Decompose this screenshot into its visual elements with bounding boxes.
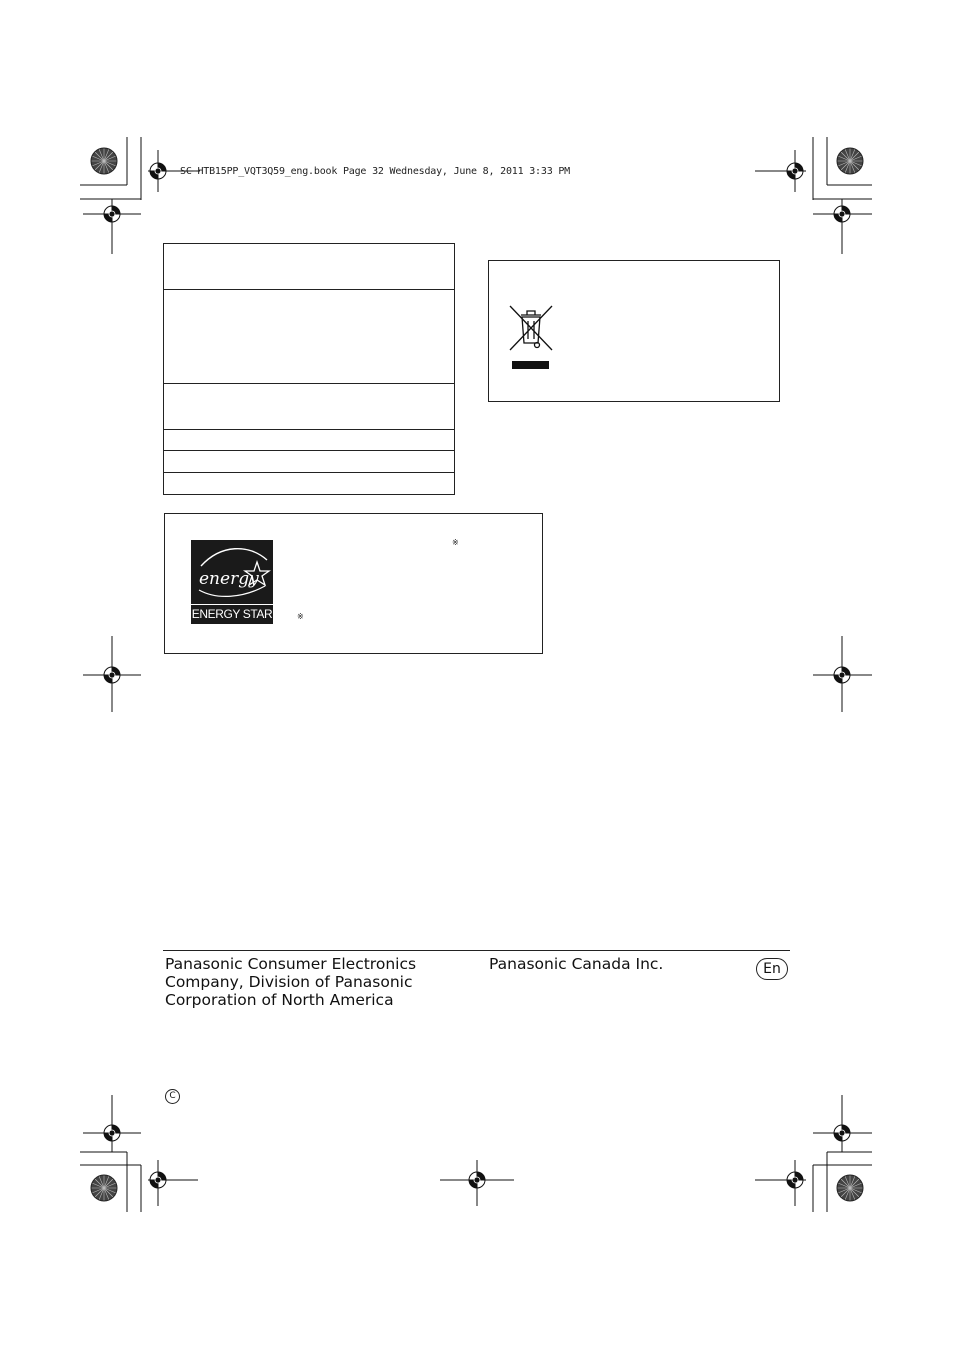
language-badge: En [756, 958, 788, 980]
info-table [163, 243, 455, 495]
crossed-out-wheelie-bin-icon [507, 303, 555, 353]
table-row [164, 244, 454, 290]
canada-company-name: Panasonic Canada Inc. [489, 955, 664, 973]
copyright-icon: C [165, 1089, 180, 1104]
weee-date-bar [512, 361, 549, 369]
table-row [164, 290, 454, 384]
footer-divider [163, 950, 790, 951]
company-line: Corporation of North America [165, 991, 394, 1009]
energy-star-script-text: energy [199, 569, 259, 589]
energy-star-logo [191, 540, 273, 624]
company-line: Panasonic Consumer Electronics [165, 955, 417, 973]
company-line: Company, Division of Panasonic [165, 973, 413, 991]
table-row [164, 430, 454, 451]
energy-star-notice-box [164, 513, 543, 654]
us-company-name [165, 955, 416, 1009]
disposal-notice-box [488, 260, 780, 402]
footnote-asterisk: ※ [297, 612, 304, 621]
energy-star-icon [191, 540, 273, 604]
energy-star-label: ENERGY STAR [191, 604, 273, 624]
table-row [164, 451, 454, 473]
print-job-header: SC-HTB15PP_VQT3Q59_eng.book Page 32 Wednesday, June 8, 2011 3:33 PM [180, 166, 570, 177]
table-row [164, 473, 454, 494]
footnote-asterisk: ※ [452, 538, 459, 547]
table-row [164, 384, 454, 430]
color-bar-icon [91, 148, 117, 174]
